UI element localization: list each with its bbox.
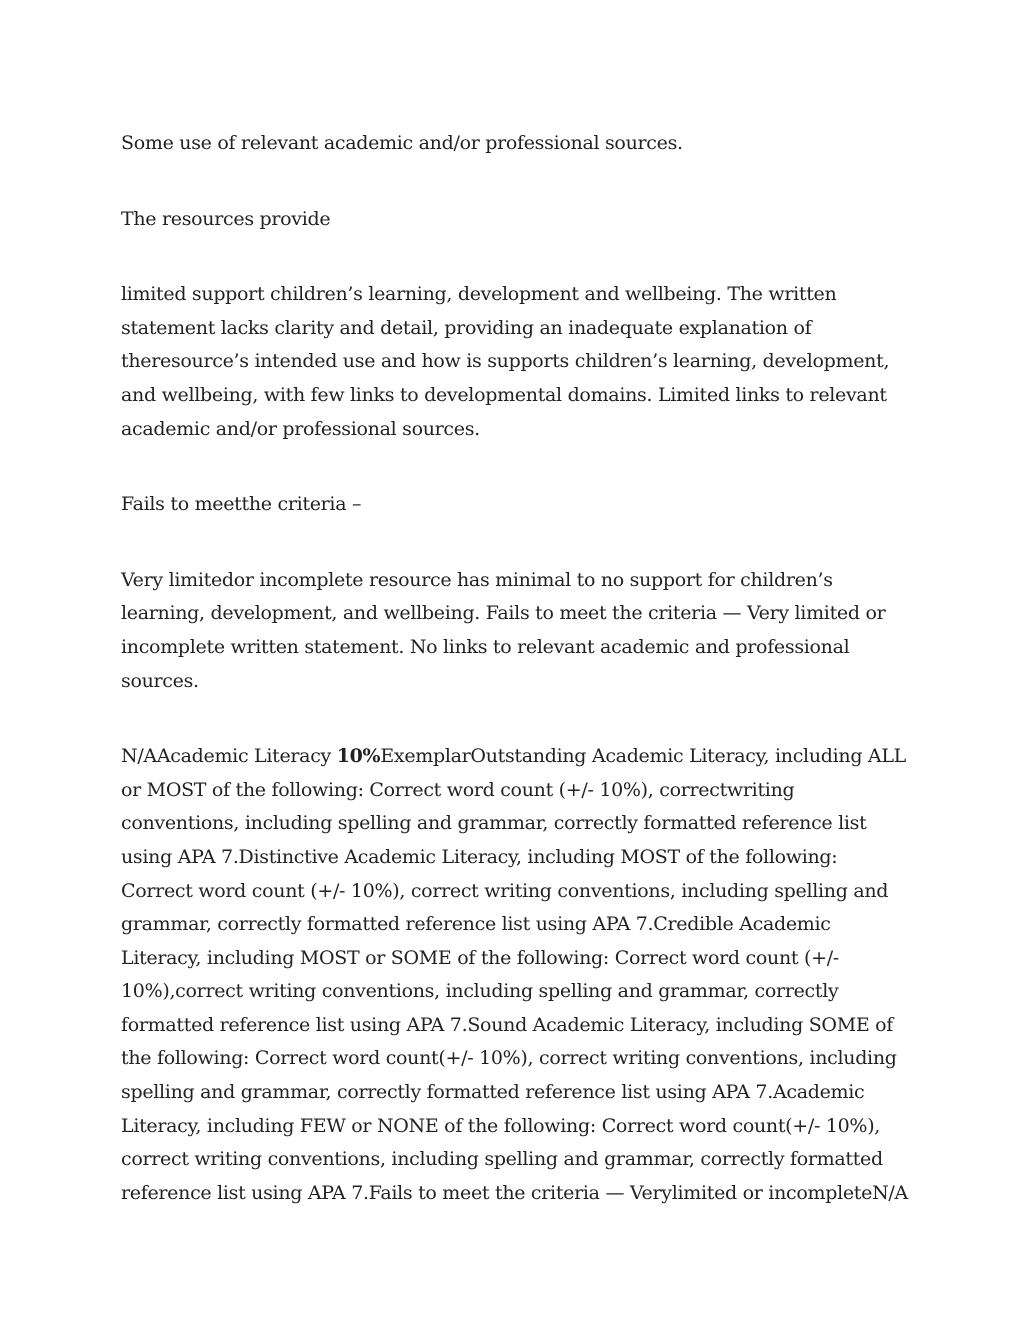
paragraph-limited-support: limited support children’s learning, development and wellbeing. The written statement lacks clarity and detail, providing an inadequate explanation of theresource’s intended use and how is supports children’s learning, development, and wellbeing, with few links to developmental domains. Limited links to relevant academic and/or professional sources.	[121, 283, 890, 440]
academic-literacy-intro: N/AAcademic Literacy	[121, 745, 337, 768]
paragraph-resources-provide: The resources provide	[121, 207, 331, 230]
paragraph-fails-criteria-heading: Fails to meetthe criteria –	[121, 493, 362, 516]
academic-literacy-criteria: ExemplarOutstanding Academic Literacy, including ALL or MOST of the following: Correct word count (+/- 10%), correctwriting conventions, including spelling and grammar, correctly formatted reference list using APA 7.Distinctive Academic Literacy, including MOST of the following: Correct word count (+/- 10%), correct writing conventions, including spelling and grammar, correctly formatted reference list using APA 7.Credible Academic Literacy, including MOST or SOME of the following: Correct word count (+/- 10%),correct writing conventions, including spelling and grammar, correctly formatted reference list using APA 7.Sound Academic Literacy, including SOME of the following: Correct word count(+/- 10%), correct writing conventions, including spelling and grammar, correctly formatted reference list using APA 7.Academic Literacy, including FEW or NONE of the following: Correct word count(+/- 10%), correct writing conventions, including spelling and grammar, correctly formatted reference list using APA 7.Fails to meet the criteria — Verylimited or incompleteN/A	[121, 745, 908, 1204]
weighting-percent: 10%	[336, 745, 381, 768]
document-page	[121, 127, 911, 1210]
paragraph-very-limited: Very limitedor incomplete resource has minimal to no support for children’s learning, development, and wellbeing. Fails to meet the criteria — Very limited or incomplete written statement. No links to relevant academic and professional sources.	[121, 568, 886, 692]
paragraph-academic-literacy	[121, 740, 911, 1210]
paragraph-sources-use: Some use of relevant academic and/or professional sources.	[121, 132, 683, 154]
